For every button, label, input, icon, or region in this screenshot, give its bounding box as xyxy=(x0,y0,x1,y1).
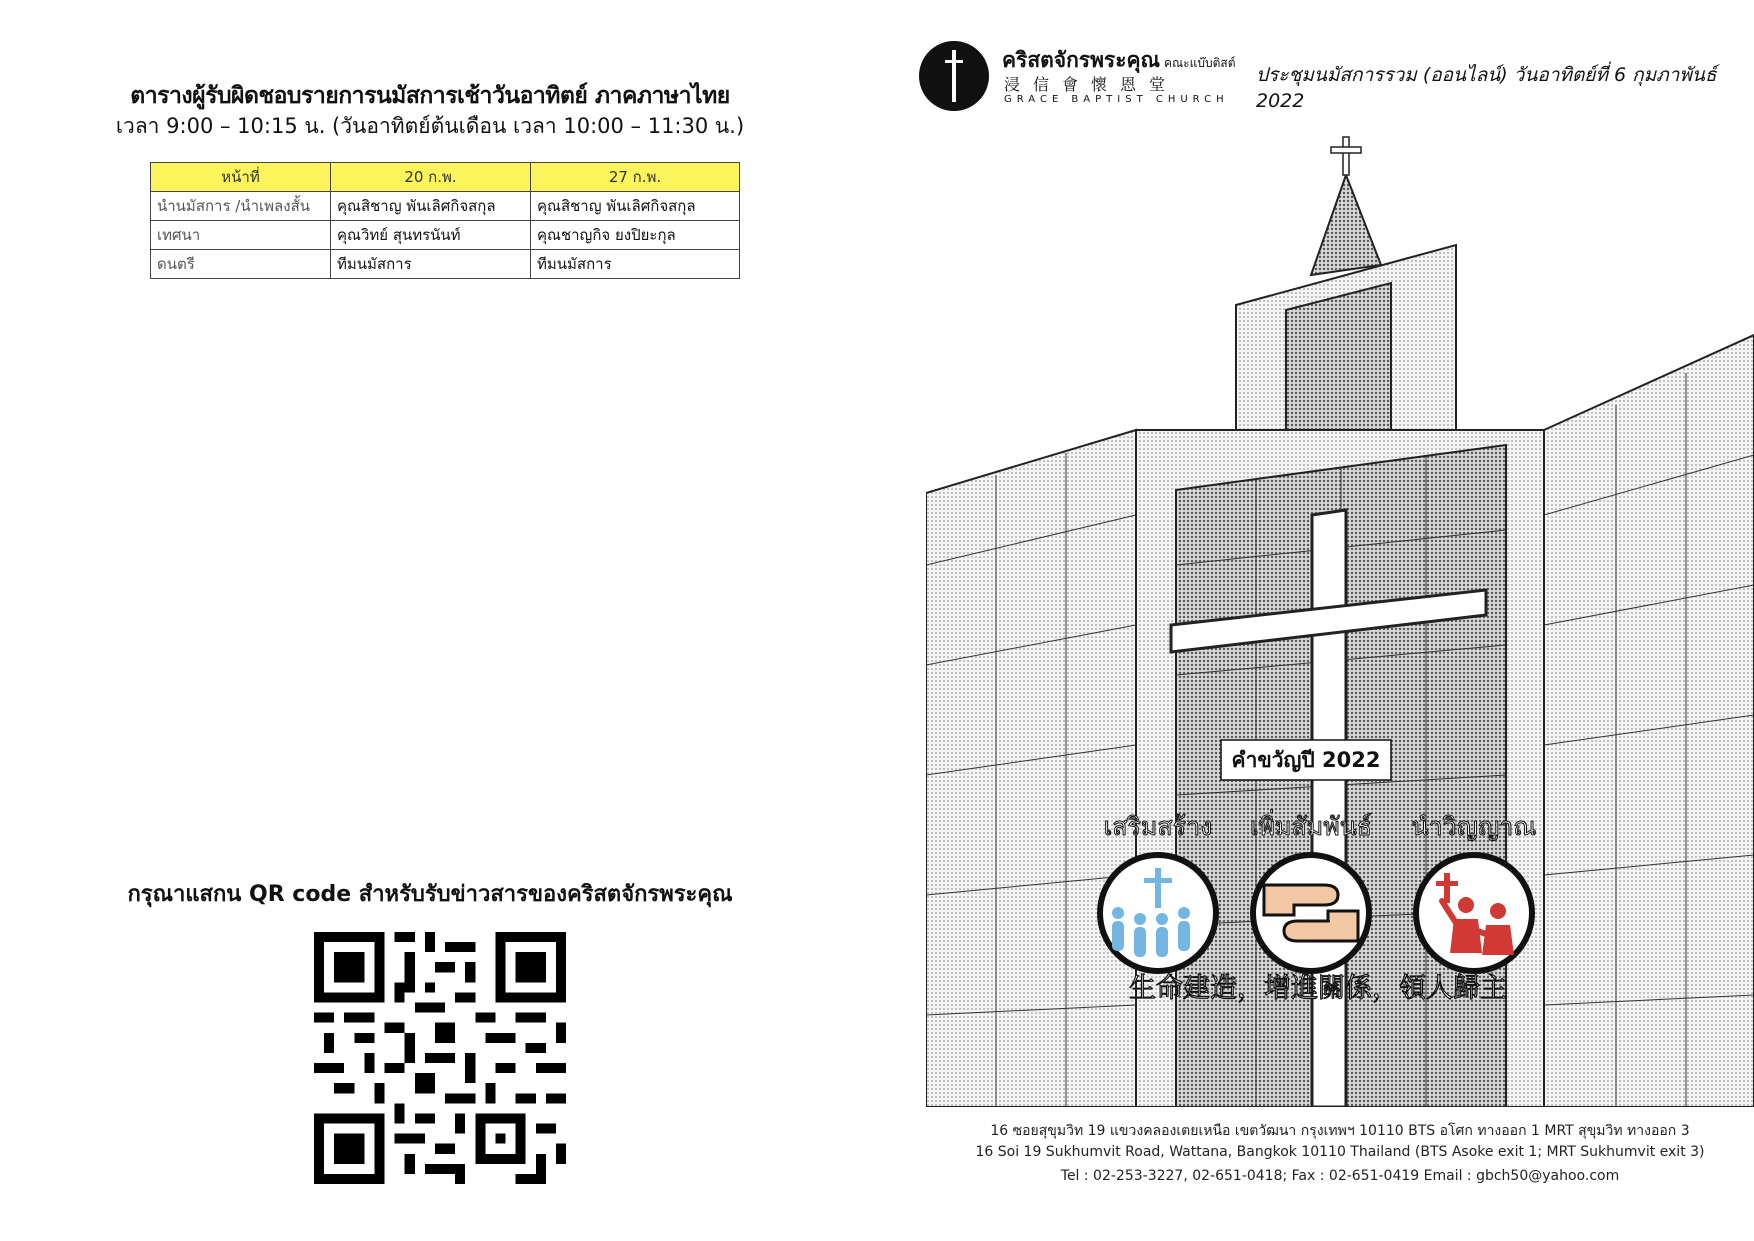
motto-heading: คำขวัญปี 2022 xyxy=(1231,748,1381,772)
church-name-chinese: 浸信會懷恩堂 xyxy=(1004,75,1179,94)
people-with-cross-icon xyxy=(1100,855,1216,971)
table-header-row xyxy=(151,163,740,192)
header-role: หน้าที่ xyxy=(151,163,331,192)
header-date-2: 27 ก.พ. xyxy=(531,163,740,192)
table-row xyxy=(151,250,740,279)
person-cell: คุณสิชาญ พันเลิศกิจสกุล xyxy=(531,192,740,221)
person-cell: ทีมนมัสการ xyxy=(331,250,531,279)
footer-address-english: 16 Soi 19 Sukhumvit Road, Wattana, Bangkok 10110 Thailand (BTS Asoke exit 1; MRT Sukhumvit exit 3) xyxy=(975,1144,1705,1160)
motto-chinese: 生命建造，增進關係，領人歸主 xyxy=(1129,973,1507,1004)
church-name-thai-small: คณะแบ๊บติสต์ xyxy=(1164,56,1236,70)
person-cell: คุณชาญกิจ ยงปิยะกุล xyxy=(531,221,740,250)
table-row xyxy=(151,192,740,221)
footer-contact: Tel : 02-253-3227, 02-651-0418; Fax : 02-651-0419 Email : gbch50@yahoo.com xyxy=(1060,1168,1620,1184)
qr-code[interactable] xyxy=(314,932,566,1184)
schedule-title: ตารางผู้รับผิดชอบรายการนมัสการเช้าวันอาทิตย์ ภาคภาษาไทย xyxy=(130,83,730,109)
schedule-subtitle: เวลา 9:00 – 10:15 น. (วันอาทิตย์ต้นเดือน เวลา 10:00 – 11:30 น.) xyxy=(115,114,745,138)
church-building-illustration xyxy=(926,135,1754,1107)
church-logo xyxy=(918,40,990,112)
role-cell: เทศนา xyxy=(151,221,331,250)
role-cell: ดนตรี xyxy=(151,250,331,279)
handshake-icon xyxy=(1253,855,1369,971)
church-name-thai-main: คริสตจักรพระคุณ xyxy=(1002,48,1161,72)
person-cell: คุณวิทย์ สุนทรนันท์ xyxy=(331,221,531,250)
person-cell: ทีมนมัสการ xyxy=(531,250,740,279)
qr-caption: กรุณาแสกน QR code สำหรับรับข่าวสารของคริสตจักรพระคุณ xyxy=(127,882,733,907)
schedule-table xyxy=(150,162,740,279)
motto-label-relationship: เพิ่มสัมพันธ์ xyxy=(1249,812,1373,841)
leading-person-icon xyxy=(1416,855,1532,971)
person-cell: คุณสิชาญ พันเลิศกิจสกุล xyxy=(331,192,531,221)
service-title: ประชุมนมัสการรวม (ออนไลน์) วันอาทิตย์ที่ 6 กุมภาพันธ์ 2022 xyxy=(1256,64,1717,112)
table-row xyxy=(151,221,740,250)
motto-label-evangelism: นำวิญญาณ xyxy=(1411,812,1537,841)
motto-label-build: เสริมสร้าง xyxy=(1103,812,1213,841)
footer-address-thai: 16 ซอยสุขุมวิท 19 แขวงคลองเตยเหนือ เขตวัฒนา กรุงเทพฯ 10110 BTS อโศก ทางออก 1 MRT สุขุมวิท ทางออก 3 xyxy=(990,1123,1690,1139)
header-date-1: 20 ก.พ. xyxy=(331,163,531,192)
church-name-english: GRACE BAPTIST CHURCH xyxy=(1004,94,1229,105)
role-cell: นำนมัสการ /นำเพลงสั้น xyxy=(151,192,331,221)
